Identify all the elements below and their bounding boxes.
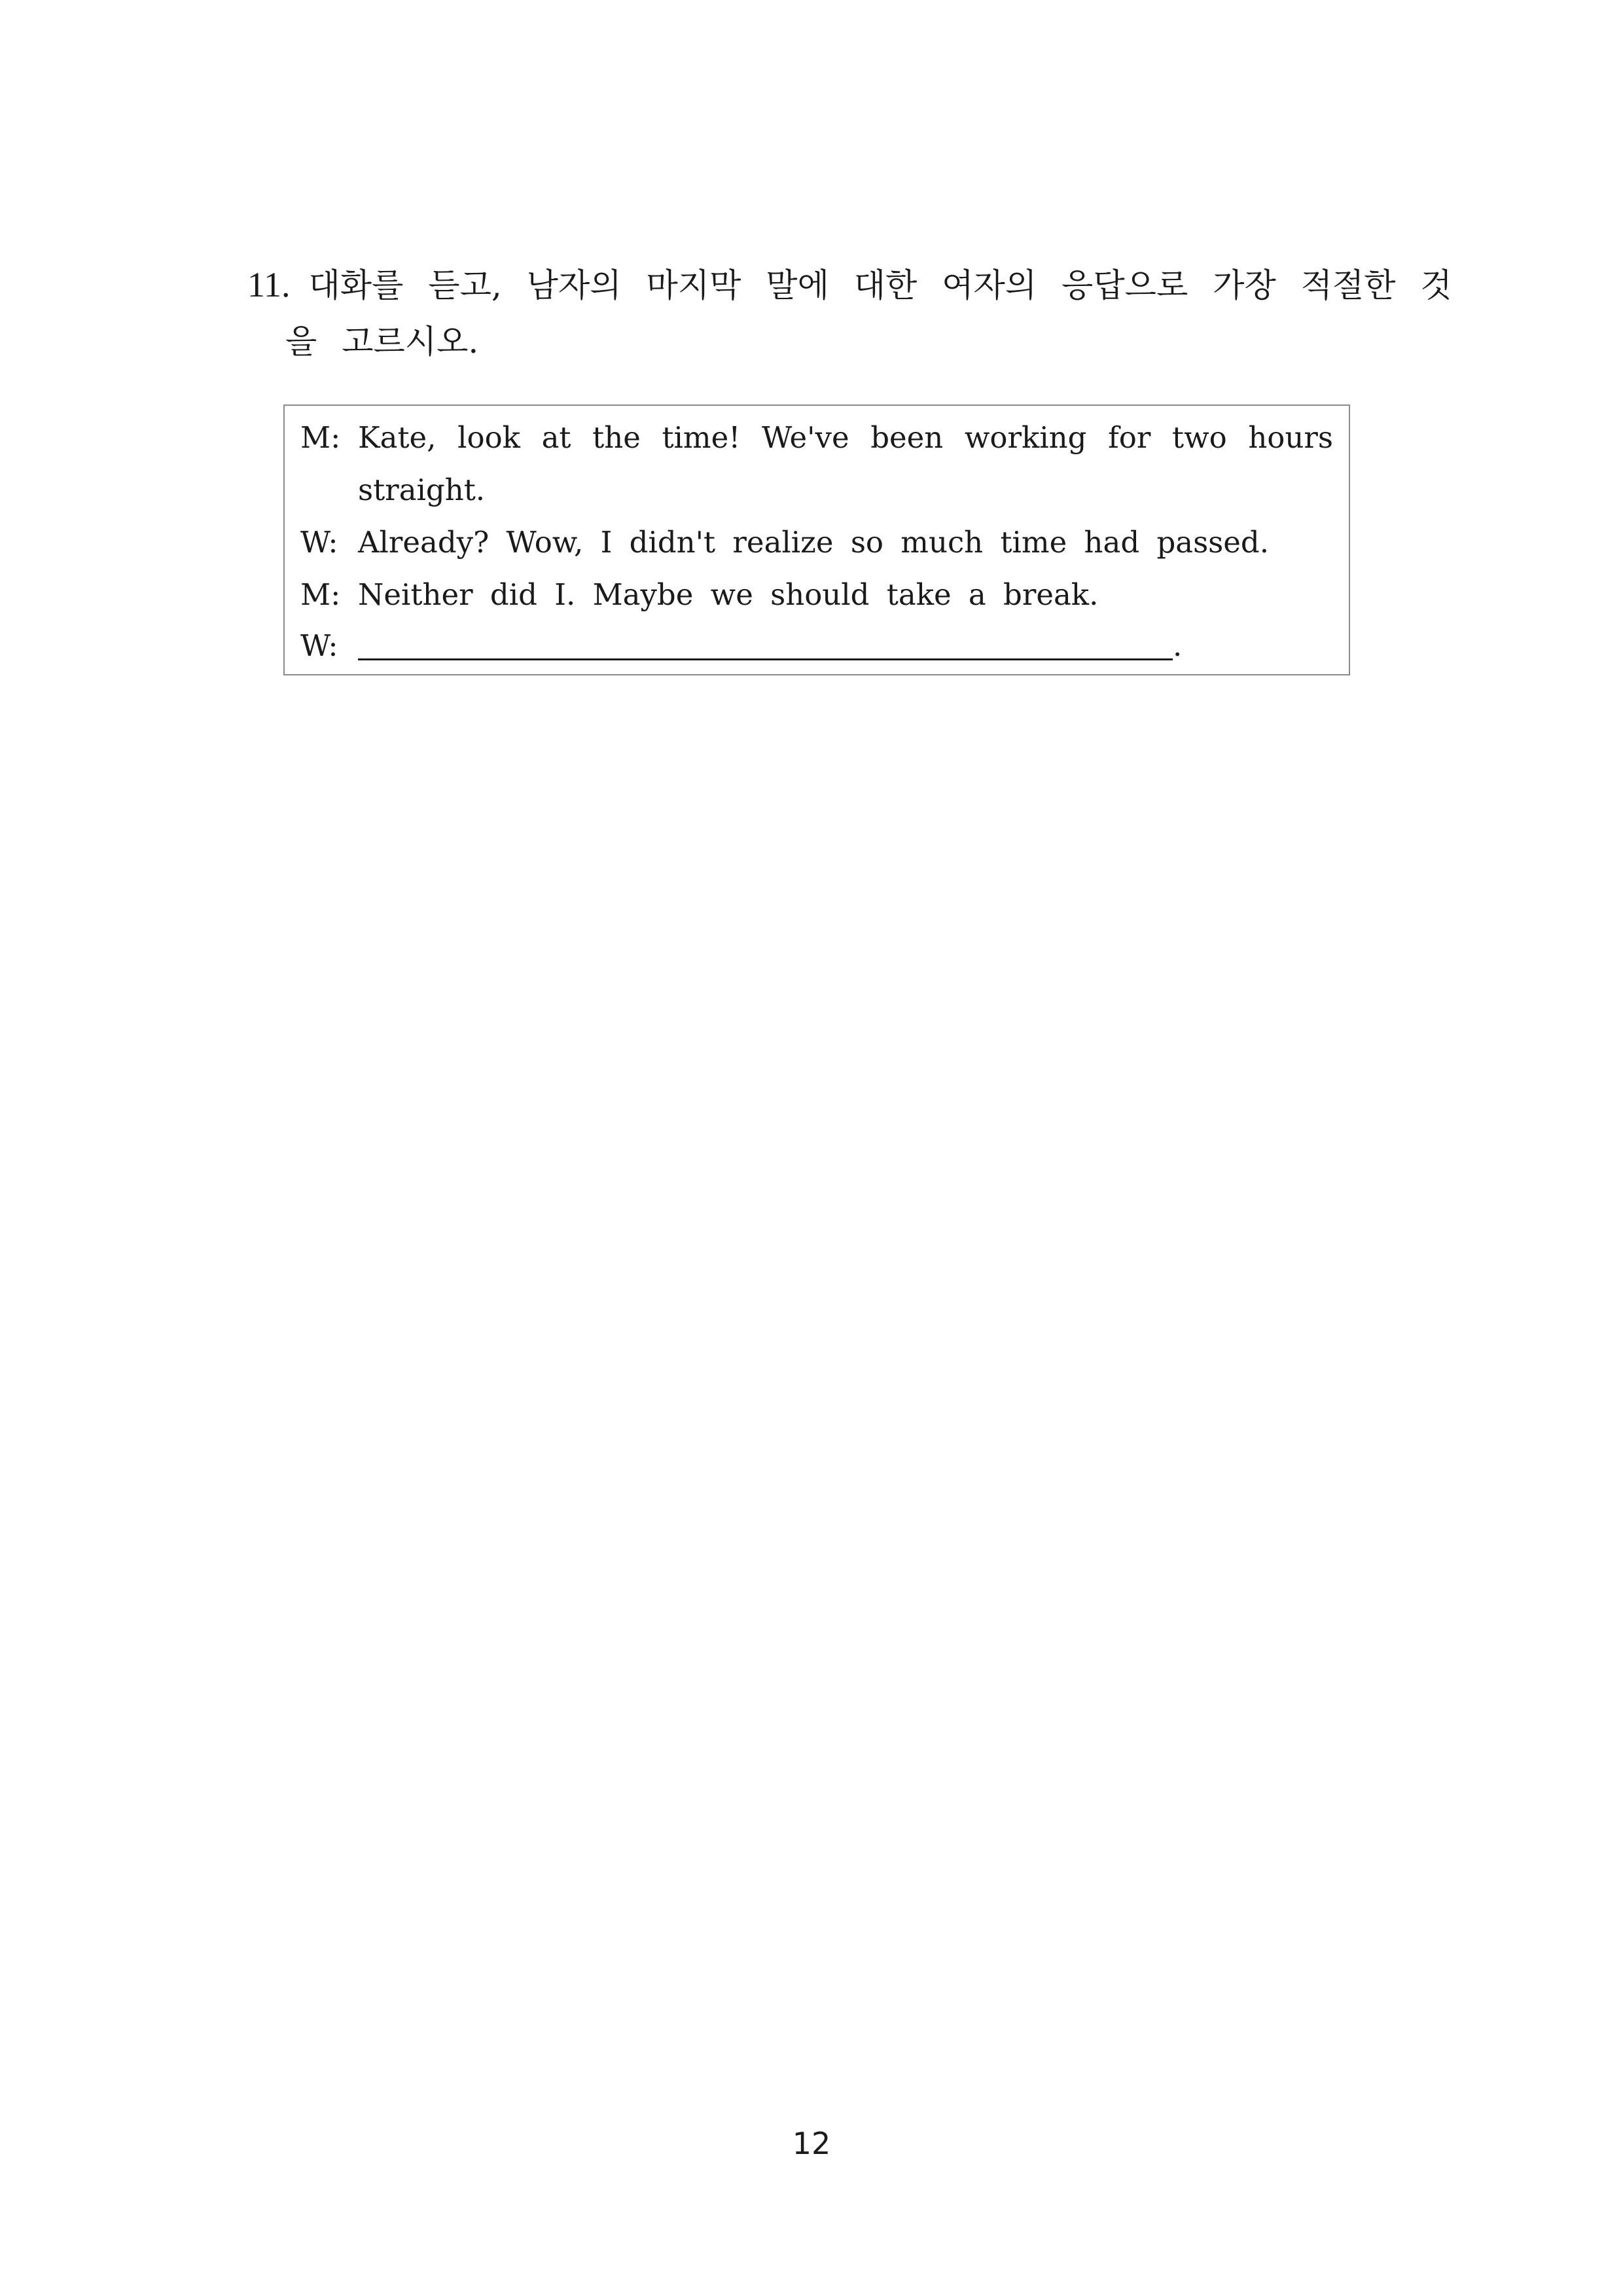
speaker-label: M:	[300, 577, 341, 612]
utterance-continuation: straight.	[358, 473, 486, 507]
question-line-2	[247, 314, 1399, 370]
dialogue-line-2	[300, 520, 1269, 565]
page-number: 12	[792, 2126, 831, 2161]
question-11	[247, 257, 1452, 370]
dialogue-line-4	[300, 623, 1182, 669]
utterance: Already? Wow, I didn't realize so much time had passed.	[358, 525, 1270, 560]
utterance: Kate, look at the time! We've been working for two hours	[358, 420, 1333, 455]
blank-period: .	[1173, 628, 1183, 663]
question-line-1	[247, 257, 1452, 314]
utterance: Neither did I. Maybe we should take a break.	[358, 577, 1099, 612]
speaker-label: M:	[300, 420, 341, 455]
question-text-line-1: 대화를 듣고, 남자의 마지막 말에 대한 여자의 응답으로 가장 적절한 것	[308, 266, 1452, 304]
dialogue-line-1-continuation	[300, 467, 485, 513]
speaker-label: W:	[300, 628, 338, 663]
answer-blank	[358, 623, 1173, 660]
question-number: 11.	[247, 265, 291, 304]
question-text-line-2: 을 고르시오.	[285, 323, 479, 361]
dialogue-line-3	[300, 572, 1098, 618]
speaker-label: W:	[300, 525, 338, 560]
dialogue-box	[283, 404, 1350, 675]
dialogue-line-1	[300, 415, 1333, 461]
